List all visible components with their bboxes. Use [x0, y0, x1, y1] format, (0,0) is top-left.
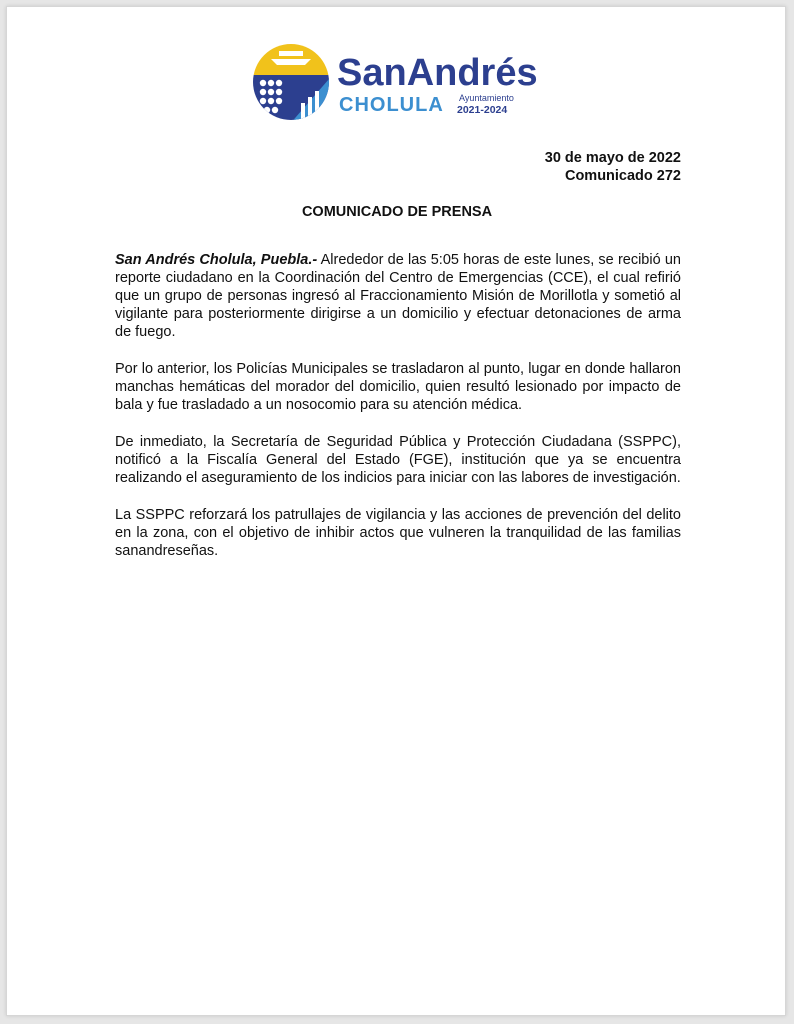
paragraph — [115, 251, 681, 341]
letterhead-logo — [253, 39, 553, 125]
san-andres-cholula-logo-icon — [253, 39, 553, 125]
document-meta — [545, 149, 681, 185]
paragraph-text: Alrededor de las 5:05 horas de este lunes, se recibió un reporte ciudadano en la Coordinación del Centro de Emergencias (CCE), el cual refirió que un grupo de personas ingresó al Fraccionamiento Misión de Morillotla y sometió al vigilante para posteriormente dirigirse a un domicilio y efectuar detonaciones de arma de fuego. — [115, 252, 681, 340]
brand-sub: CHOLULA — [339, 94, 444, 116]
document-date: 30 de mayo de 2022 — [544, 150, 681, 166]
document-title: COMUNICADO DE PRENSA — [301, 204, 493, 220]
ayuntamiento-label: Ayuntamiento — [459, 93, 514, 103]
paragraph-lead: San Andrés Cholula, Puebla.- — [115, 252, 318, 268]
brand-name: SanAndrés — [337, 52, 538, 94]
paragraph: Por lo anterior, los Policías Municipales se trasladaron al punto, lugar en donde hallaron manchas hemáticas del morador del domicilio, quien resultó lesionado por impacto de bala y fue trasladado a un nosocomio para su atención médica. — [115, 361, 681, 413]
communique-number: Comunicado 272 — [564, 168, 681, 184]
period-label: 2021-2024 — [457, 104, 508, 116]
paragraph: La SSPPC reforzará los patrullajes de vigilancia y las acciones de prevención del delito en la zona, con el objetivo de inhibir actos que vulneren la tranquilidad de las familias sanandreseñas. — [115, 507, 681, 559]
paragraph: De inmediato, la Secretaría de Seguridad Pública y Protección Ciudadana (SSPPC), notificó a la Fiscalía General del Estado (FGE), institución que ya se encuentra realizando el aseguramiento de los indicios para iniciar con las labores de investigación. — [115, 434, 681, 486]
document-page — [6, 6, 786, 1016]
document-body — [115, 251, 681, 579]
